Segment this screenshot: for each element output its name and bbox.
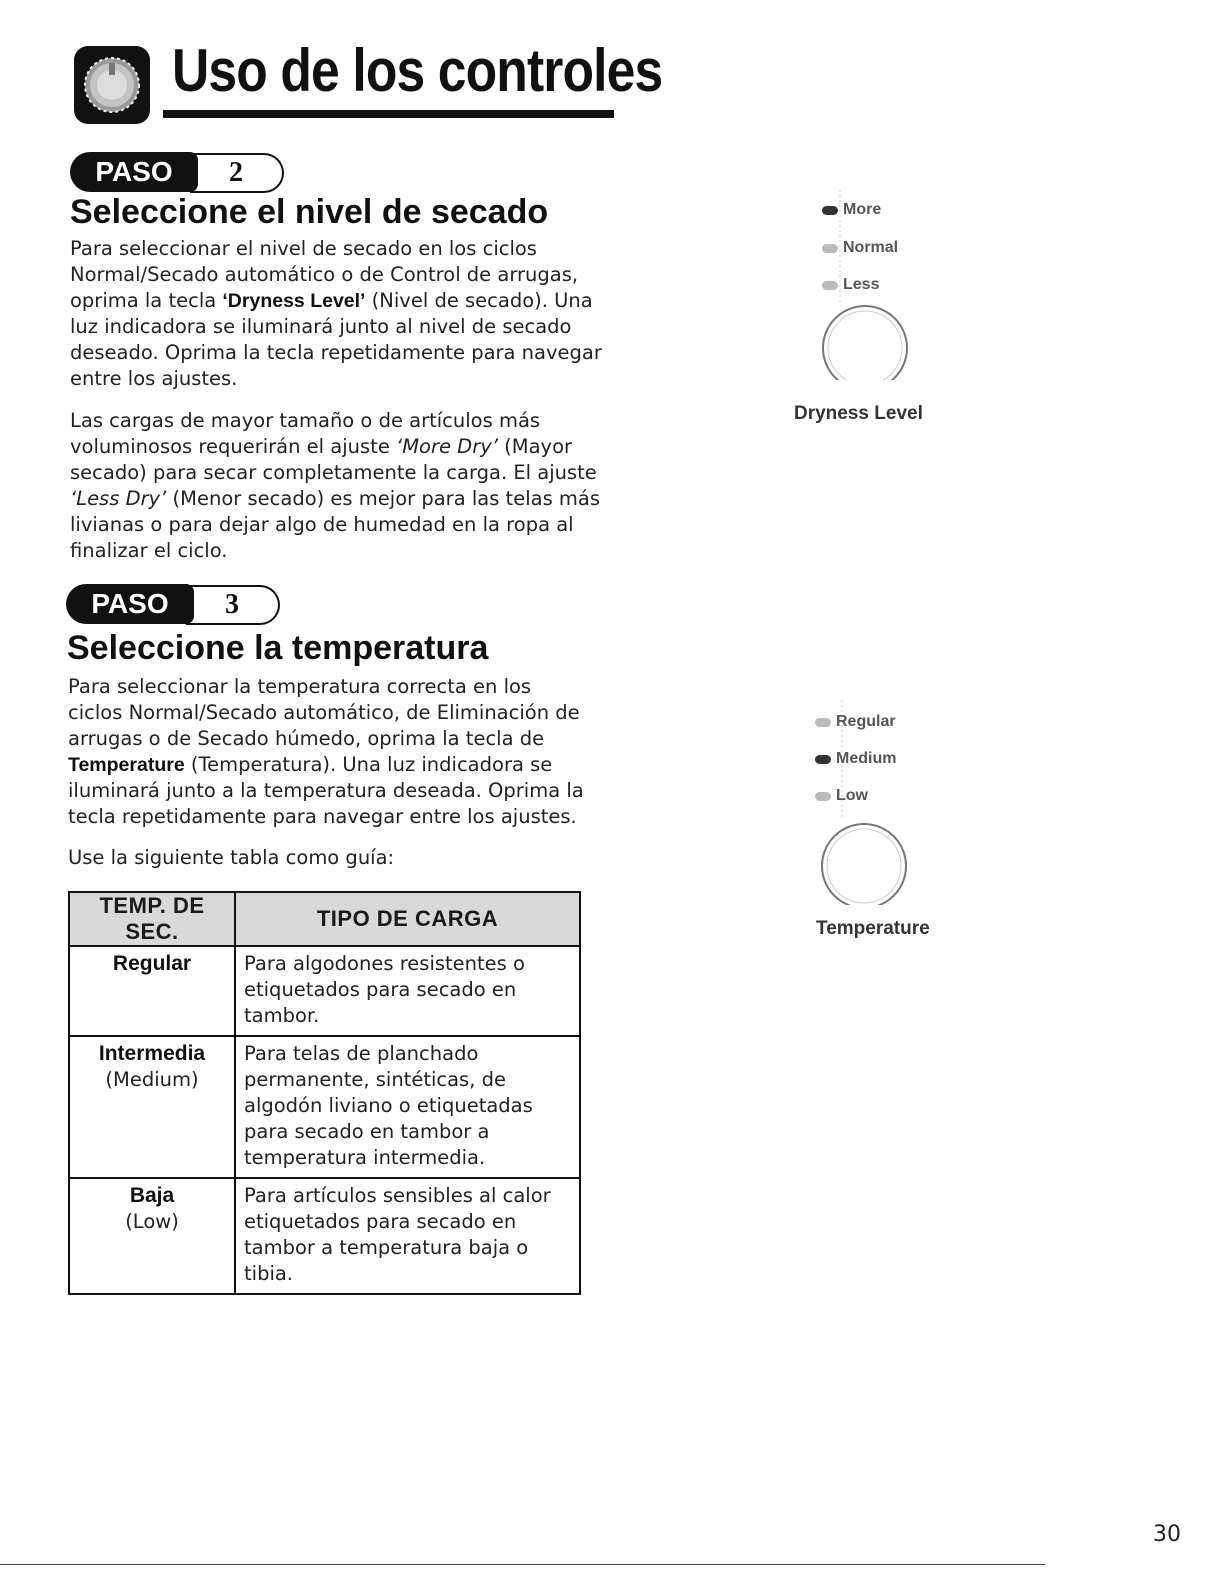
page-number: 30 [1153,1522,1181,1547]
indicator-light-off-icon [815,718,831,727]
dryness-option-less[interactable] [822,276,879,294]
option-label: Normal [843,239,899,256]
option-label: Less [843,276,880,293]
indicator-light-off-icon [822,281,838,290]
step-2-badge [70,152,300,194]
temperature-control [812,690,972,950]
column-header-temp: TEMP. DE SEC. [69,892,235,946]
temp-name: Regular [112,952,192,975]
option-label: Low [836,787,868,804]
option-label: Regular [836,713,896,730]
option-label: Medium [836,750,897,767]
footer-rule [0,1564,1045,1565]
temperature-option-low[interactable] [815,787,868,805]
title-underline [163,110,614,118]
temp-english-name: (Medium) [105,1068,199,1091]
indicator-light-on-icon [815,755,831,764]
temp-name: Baja [129,1184,175,1207]
temp-cell [69,1036,235,1178]
temperature-option-regular[interactable] [815,713,896,731]
controls-dial-icon [73,45,151,125]
step-badge-label: PASO [66,584,194,624]
step-2-paragraph-1: Para seleccionar el nivel de secado en los ciclos Normal/Secado automático o de Control de arrugas, oprima la tecla ‘Dryness Level’ (Nivel de secado). Una luz indicadora se iluminará junto al nivel de secado deseado. Oprima la tecla repetidamente para navegar entre los ajustes. [70,237,602,390]
indicator-light-off-icon [815,792,831,801]
step-3-paragraph-2: Use la siguiente tabla como guía: [68,846,395,869]
step-number: 2 [190,153,284,193]
dryness-option-more[interactable] [822,201,881,219]
page-title: Uso de los controles [172,37,663,104]
load-description: Para telas de planchado permanente, sintéticas, de algodón liviano o etiquetadas para secado en tambor a temperatura intermedia. [235,1036,580,1178]
dryness-level-label: Dryness Level [794,403,923,424]
table-header-row [69,892,580,946]
step-2-heading: Seleccione el nivel de secado [70,193,549,231]
temperature-guide-table [68,891,581,1295]
load-description: Para artículos sensibles al calor etiquetados para secado en tambor a temperatura baja o tibia. [235,1178,580,1294]
step-3-badge [66,584,296,626]
temp-name: Intermedia [98,1042,206,1065]
step-number: 3 [186,585,280,625]
option-label: More [843,201,882,218]
step-badge-label: PASO [70,152,198,192]
load-description: Para algodones resistentes o etiquetados para secado en tambor. [235,946,580,1036]
temperature-label: Temperature [816,918,930,939]
table-row [69,1178,580,1294]
temperature-option-medium[interactable] [815,750,896,768]
table-row [69,1036,580,1178]
temp-english-name: (Low) [125,1210,179,1233]
temp-cell [69,1178,235,1294]
column-header-load: TIPO DE CARGA [235,892,580,946]
dryness-level-control [790,180,950,430]
indicator-light-off-icon [822,244,838,253]
step-3-heading: Seleccione la temperatura [67,629,489,667]
dryness-option-normal[interactable] [822,239,898,257]
indicator-light-on-icon [822,206,838,215]
table-row [69,946,580,1036]
temp-cell [69,946,235,1036]
step-2-paragraph-2: Las cargas de mayor tamaño o de artículos más voluminosos requerirán el ajuste ‘More Dry’ (Mayor secado) para secar completamente la carga. El ajuste ‘Less Dry’ (Menor secado) es mejor para las telas más livianas o para dejar algo de humedad en la ropa al finalizar el ciclo. [70,409,601,562]
step-3-paragraph-1: Para seleccionar la temperatura correcta en los ciclos Normal/Secado automático, de Eliminación de arrugas o de Secado húmedo, oprima la tecla de Temperature (Temperatura). Una luz indicadora se iluminará junto a la temperatura deseada. Oprima la tecla repetidamente para navegar entre los ajustes. [68,675,584,828]
